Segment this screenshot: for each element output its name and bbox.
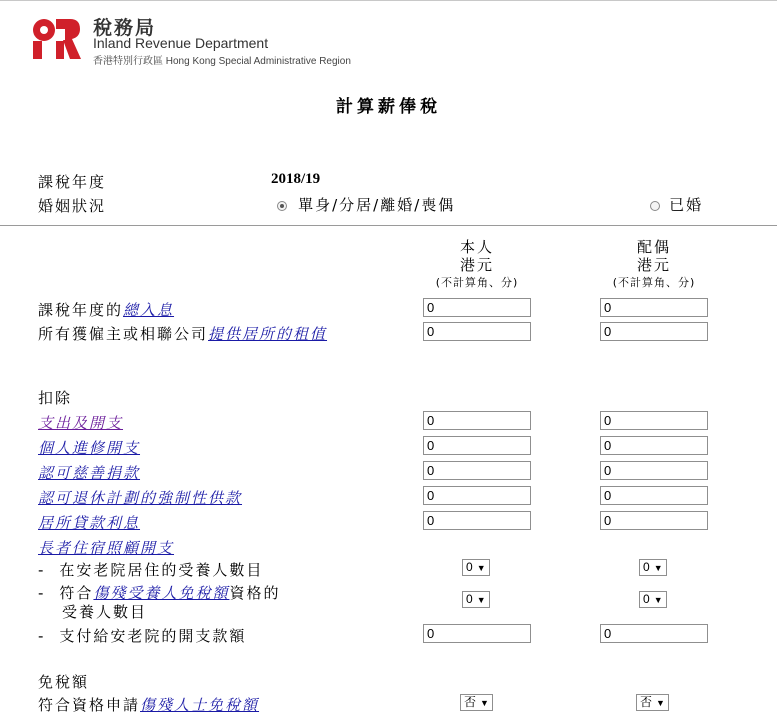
disabled-person-self-value: 否	[464, 695, 477, 709]
deduction-expenses-self-input[interactable]	[423, 411, 531, 430]
elderly-expenses-self-input[interactable]	[423, 624, 531, 643]
dropdown-arrow-icon: ▼	[476, 563, 486, 573]
elderly-residents-self-value: 0	[466, 560, 473, 574]
rental-value-row	[38, 323, 327, 344]
tax-year-label: 課稅年度	[38, 173, 107, 191]
elderly-residents-self-select[interactable]	[462, 559, 490, 576]
self-note: (不計算角、分)	[435, 276, 519, 289]
deduction-home-loan-link[interactable]: 居所貸款利息	[38, 514, 141, 532]
spouse-title: 配偶	[636, 238, 671, 256]
disabled-person-self-select[interactable]	[460, 694, 493, 711]
radio-single-label: 單身/分居/離婚/喪偶	[298, 196, 456, 214]
disabled-person-spouse-value: 否	[640, 695, 653, 709]
deduction-donations-self-input[interactable]	[423, 461, 531, 480]
deduction-education-self-input[interactable]	[423, 436, 531, 455]
ird-logo-icon	[32, 16, 82, 60]
elderly-residents-label: 在安老院居住的受養人數目	[59, 561, 264, 579]
total-income-link[interactable]: 總入息	[123, 301, 175, 319]
dash: -	[38, 627, 46, 645]
deduction-donations-spouse-input[interactable]	[600, 461, 708, 480]
elderly-residents-row	[38, 559, 263, 580]
marital-option-single[interactable]	[277, 194, 455, 215]
divider	[0, 225, 777, 226]
disabled-dependants-spouse-value: 0	[643, 592, 650, 606]
rental-value-link[interactable]: 提供居所的租值	[208, 325, 328, 343]
elderly-expenses-label: 支付給安老院的開支款額	[59, 627, 247, 645]
radio-single[interactable]	[277, 201, 287, 211]
elderly-care-link[interactable]: 長者住宿照顧開支	[38, 539, 175, 557]
deduction-donations-link[interactable]: 認可慈善捐款	[38, 464, 141, 482]
marital-option-married[interactable]	[650, 194, 703, 215]
radio-married[interactable]	[650, 201, 660, 211]
column-header-self	[417, 238, 537, 292]
self-title: 本人	[459, 238, 494, 256]
total-income-row	[38, 299, 174, 320]
dropdown-arrow-icon: ▼	[476, 595, 486, 605]
deduction-mpf-link[interactable]: 認可退休計劃的強制性供款	[38, 489, 243, 507]
elderly-expenses-row	[38, 625, 246, 646]
disabled-dependants-self-select[interactable]	[462, 591, 490, 608]
elderly-residents-spouse-select[interactable]	[639, 559, 667, 576]
disabled-dependants-prefix: 符合	[59, 584, 94, 602]
disabled-dependants-suffix: 資格的	[229, 584, 281, 602]
dash: -	[38, 584, 46, 602]
disabled-dependants-label-line2: 受養人數目	[62, 603, 148, 621]
disabled-person-prefix: 符合資格申請	[38, 696, 141, 714]
total-income-self-input[interactable]	[423, 298, 531, 317]
deduction-mpf-spouse-input[interactable]	[600, 486, 708, 505]
tax-year-value: 2018/19	[271, 171, 321, 187]
radio-married-label: 已婚	[669, 196, 704, 214]
disabled-dependants-spouse-select[interactable]	[639, 591, 667, 608]
deduction-home-loan-spouse-input[interactable]	[600, 511, 708, 530]
rental-value-prefix: 所有獲僱主或相聯公司	[38, 325, 209, 343]
deduction-expenses-spouse-input[interactable]	[600, 411, 708, 430]
dropdown-arrow-icon: ▼	[480, 698, 489, 708]
deductions-heading: 扣除	[38, 389, 73, 407]
total-income-spouse-input[interactable]	[600, 298, 708, 317]
page-title: 計算薪俸稅	[336, 97, 441, 117]
elderly-expenses-spouse-input[interactable]	[600, 624, 708, 643]
dash: -	[38, 561, 46, 579]
dept-name-chinese: 稅務局	[93, 17, 157, 39]
elderly-residents-spouse-value: 0	[643, 560, 650, 574]
disabled-dependants-row	[38, 582, 280, 603]
dropdown-arrow-icon: ▼	[653, 595, 663, 605]
deduction-expenses-link[interactable]: 支出及開支	[38, 414, 124, 432]
deduction-home-loan-self-input[interactable]	[423, 511, 531, 530]
region-text: 香港特別行政區 Hong Kong Special Administrative Region	[93, 56, 351, 67]
dropdown-arrow-icon: ▼	[656, 698, 665, 708]
disabled-person-spouse-select[interactable]	[636, 694, 669, 711]
allowances-heading: 免稅額	[38, 673, 90, 691]
spouse-note: (不計算角、分)	[612, 276, 696, 289]
spouse-currency: 港元	[636, 256, 671, 274]
disabled-dependants-self-value: 0	[466, 592, 473, 606]
top-border	[0, 0, 777, 1]
marital-status-label: 婚姻狀況	[38, 197, 107, 215]
deduction-mpf-self-input[interactable]	[423, 486, 531, 505]
rental-value-self-input[interactable]	[423, 322, 531, 341]
disabled-person-allowance-link[interactable]: 傷殘人士免稅額	[140, 696, 260, 714]
total-income-prefix: 課稅年度的	[38, 301, 124, 319]
rental-value-spouse-input[interactable]	[600, 322, 708, 341]
column-header-spouse	[594, 238, 714, 292]
disabled-person-allowance-row	[38, 694, 259, 715]
dept-name-english: Inland Revenue Department	[93, 35, 269, 51]
deduction-education-link[interactable]: 個人進修開支	[38, 439, 141, 457]
disabled-dependant-allowance-link[interactable]: 傷殘受養人免稅額	[93, 584, 230, 602]
dropdown-arrow-icon: ▼	[653, 563, 663, 573]
self-currency: 港元	[459, 256, 494, 274]
deduction-education-spouse-input[interactable]	[600, 436, 708, 455]
